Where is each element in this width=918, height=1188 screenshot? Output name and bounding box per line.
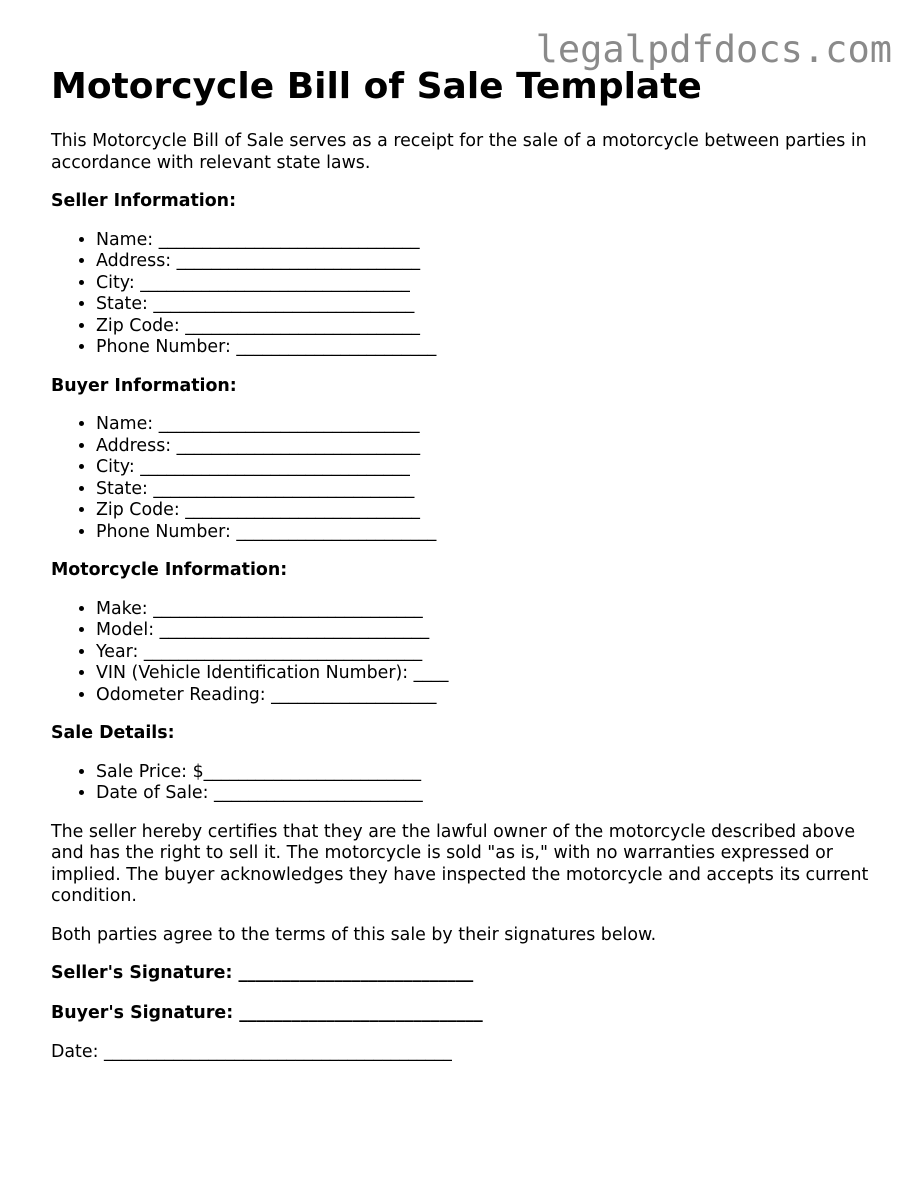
seller-state-field: • State: ______________________________ [96,294,881,316]
motorcycle-year-field: • Year: ________________________________ [96,642,881,664]
buyer-phone-field: • Phone Number: _______________________ [96,522,881,544]
motorcycle-model-field: • Model: _______________________________ [96,620,881,642]
agreement-paragraph: Both parties agree to the terms of this sale by their signatures below. [51,924,657,945]
motorcycle-odometer-field: • Odometer Reading: ___________________ [96,685,881,707]
motorcycle-vin-field: • VIN (Vehicle Identification Number): ____ [96,663,881,685]
sale-section-heading: Sale Details: [51,723,175,743]
certification-paragraph: The seller hereby certifies that they are the lawful owner of the motorcycle described above and has the right to sell it. The motorcycle is sold "as is," with no warranties expressed or implied. The buyer acknowledges they have inspected the motorcycle and accepts its current condition. [51,821,869,906]
signature-date-line: Date: ________________________________________ [51,1042,452,1062]
buyer-address-field: • Address: ____________________________ [96,436,881,458]
document-body [51,64,881,1064]
seller-section-heading: Seller Information: [51,191,237,211]
motorcycle-section-heading: Motorcycle Information: [51,560,288,580]
sale-date-field: • Date of Sale: ________________________ [96,783,881,805]
seller-info-list [51,230,881,359]
intro-paragraph: This Motorcycle Bill of Sale serves as a receipt for the sale of a motorcycle between parties in accordance with relevant state laws. [51,131,867,173]
watermark: legalpdfdocs.com [535,28,892,71]
seller-city-field: • City: _______________________________ [96,273,881,295]
buyer-signature-line: Buyer's Signature: ____________________________ [51,1002,483,1023]
buyer-zip-field: • Zip Code: ___________________________ [96,500,881,522]
buyer-name-field: • Name: ______________________________ [96,414,881,436]
buyer-state-field: • State: ______________________________ [96,479,881,501]
motorcycle-make-field: • Make: _______________________________ [96,599,881,621]
seller-zip-field: • Zip Code: ___________________________ [96,316,881,338]
page-title: Motorcycle Bill of Sale Template [51,66,702,107]
sale-details-list [51,762,881,805]
seller-address-field: • Address: ____________________________ [96,251,881,273]
seller-phone-field: • Phone Number: _______________________ [96,337,881,359]
buyer-city-field: • City: _______________________________ [96,457,881,479]
buyer-section-heading: Buyer Information: [51,375,237,396]
motorcycle-info-list [51,599,881,707]
seller-name-field: • Name: ______________________________ [96,230,881,252]
sale-price-field: • Sale Price: $_________________________ [96,762,881,784]
seller-signature-line: Seller's Signature: ___________________________ [51,963,474,983]
buyer-info-list [51,414,881,543]
